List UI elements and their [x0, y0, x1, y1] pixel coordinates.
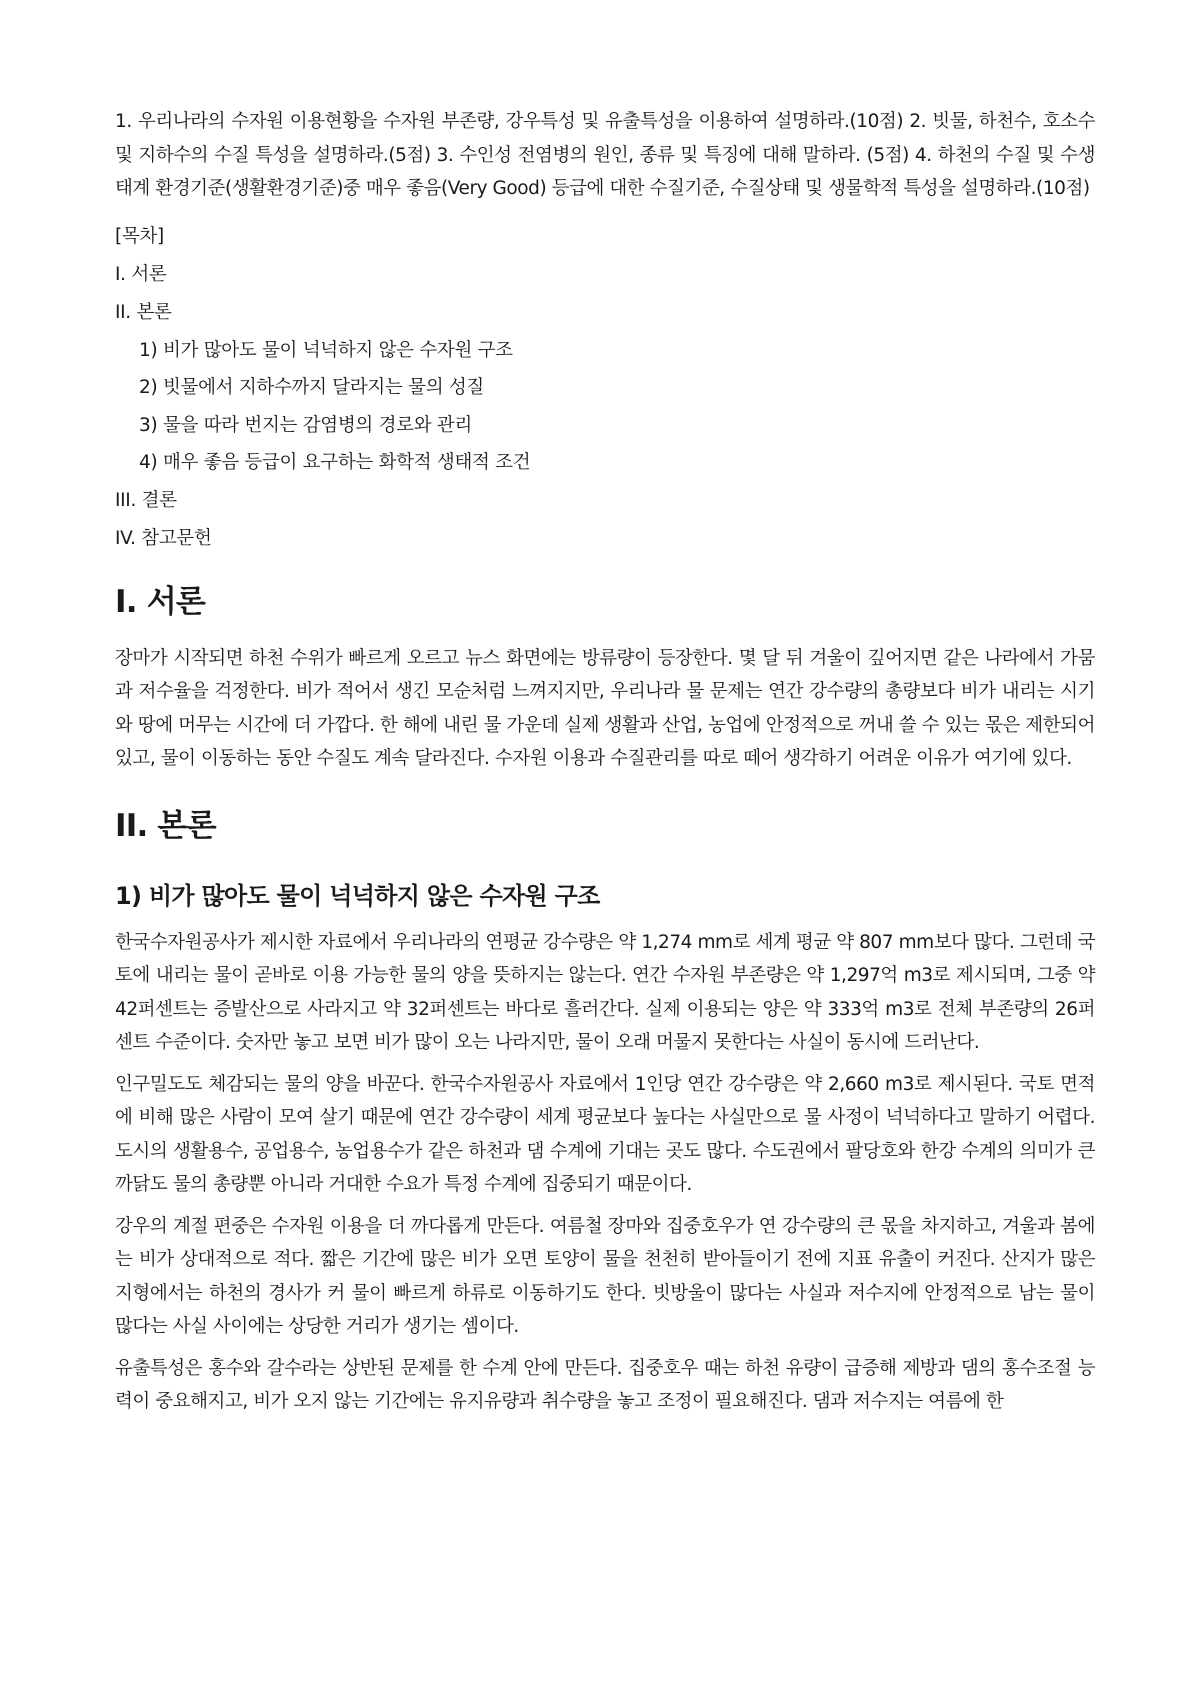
introduction-paragraph: 장마가 시작되면 하천 수위가 빠르게 오르고 뉴스 화면에는 방류량이 등장한다. 몇 달 뒤 겨울이 깊어지면 같은 나라에서 가뭄과 저수율을 걱정한다. 비가 적어서 생긴 모순처럼 느껴지지만, 우리나라 물 문제는 연간 강수량의 총량보다 비가 내리는 시기와 땅에 머무는 시간에 더 가깝다. 한 해에 내린 물 가운데 실제 생활과 산업, 농업에 안정적으로 꺼내 쓸 수 있는 몫은 제한되어 있고, 물이 이동하는 동안 수질도 계속 달라진다. 수자원 이용과 수질관리를 따로 떼어 생각하기 어려운 이유가 여기에 있다.: [115, 647, 1095, 769]
toc-item: IV. 참고문헌: [115, 527, 212, 549]
assignment-question: 1. 우리나라의 수자원 이용현황을 수자원 부존량, 강우특성 및 유출특성을 이용하여 설명하라.(10점) 2. 빗물, 하천수, 호소수 및 지하수의 수질 특성을 설명하라.(5점) 3. 수인성 전염병의 원인, 종류 및 특징에 대해 말하라. (5점) 4. 하천의 수질 및 수생태계 환경기준(생활환경기준)중 매우 좋음(Very Good) 등급에 대한 수질기준, 수질상태 및 생물학적 특성을 설명하라.(10점): [115, 111, 1095, 199]
section-heading-introduction: I. 서론: [115, 583, 205, 620]
toc-subitem: 2) 빗물에서 지하수까지 달라지는 물의 성질: [139, 377, 484, 398]
toc-item: II. 본론: [115, 301, 172, 323]
toc-subitem: 1) 비가 많아도 물이 넉넉하지 않은 수자원 구조: [139, 339, 513, 361]
toc-subitem: 3) 물을 따라 번지는 감염병의 경로와 관리: [139, 414, 473, 436]
table-of-contents: [115, 224, 1095, 552]
body-paragraph: 강우의 계절 편중은 수자원 이용을 더 까다롭게 만든다. 여름철 장마와 집중호우가 연 강수량의 큰 몫을 차지하고, 겨울과 봄에는 비가 상대적으로 적다. 짧은 기간에 많은 비가 오면 토양이 물을 천천히 받아들이기 전에 지표 유출이 커진다. 산지가 많은 지형에서는 하천의 경사가 커 물이 빠르게 하류로 이동하기도 한다. 빗방울이 많다는 사실과 저수지에 안정적으로 남는 물이 많다는 사실 사이에는 상당한 거리가 생기는 셈이다.: [115, 1215, 1095, 1337]
body-paragraph: 한국수자원공사가 제시한 자료에서 우리나라의 연평균 강수량은 약 1,274 mm로 세계 평균 약 807 mm보다 많다. 그런데 국토에 내리는 물이 곧바로 이용 가능한 물의 양을 뜻하지는 않는다. 연간 수자원 부존량은 약 1,297억 m3로 제시되며, 그중 약 42퍼센트는 증발산으로 사라지고 약 32퍼센트는 바다로 흘러간다. 실제 이용되는 양은 약 333억 m3로 전체 부존량의 26퍼센트 수준이다. 숫자만 놓고 보면 비가 많이 오는 나라지만, 물이 오래 머물지 못한다는 사실이 동시에 드러난다.: [115, 931, 1095, 1053]
toc-title: [목차]: [115, 225, 164, 247]
toc-item: I. 서론: [115, 263, 167, 285]
section-heading-body: II. 본론: [115, 807, 216, 844]
document-page: [115, 105, 1095, 1427]
toc-item: III. 결론: [115, 489, 177, 511]
body-paragraph: 유출특성은 홍수와 갈수라는 상반된 문제를 한 수계 안에 만든다. 집중호우 때는 하천 유량이 급증해 제방과 댐의 홍수조절 능력이 중요해지고, 비가 오지 않는 기간에는 유지유량과 취수량을 놓고 조정이 필요해진다. 댐과 저수지는 여름에 한: [115, 1357, 1095, 1412]
toc-subitem: 4) 매우 좋음 등급이 요구하는 화학적 생태적 조건: [139, 452, 531, 473]
body-paragraph: 인구밀도도 체감되는 물의 양을 바꾼다. 한국수자원공사 자료에서 1인당 연간 강수량은 약 2,660 m3로 제시된다. 국토 면적에 비해 많은 사람이 모여 살기 때문에 연간 강수량이 세계 평균보다 높다는 사실만으로 물 사정이 넉넉하다고 말하기 어렵다. 도시의 생활용수, 공업용수, 농업용수가 같은 하천과 댐 수계에 기대는 곳도 많다. 수도권에서 팔당호와 한강 수계의 의미가 큰 까닭도 물의 총량뿐 아니라 거대한 수요가 특정 수계에 집중되기 때문이다.: [115, 1073, 1095, 1195]
subsection-heading: 1) 비가 많아도 물이 넉넉하지 않은 수자원 구조: [115, 881, 600, 910]
